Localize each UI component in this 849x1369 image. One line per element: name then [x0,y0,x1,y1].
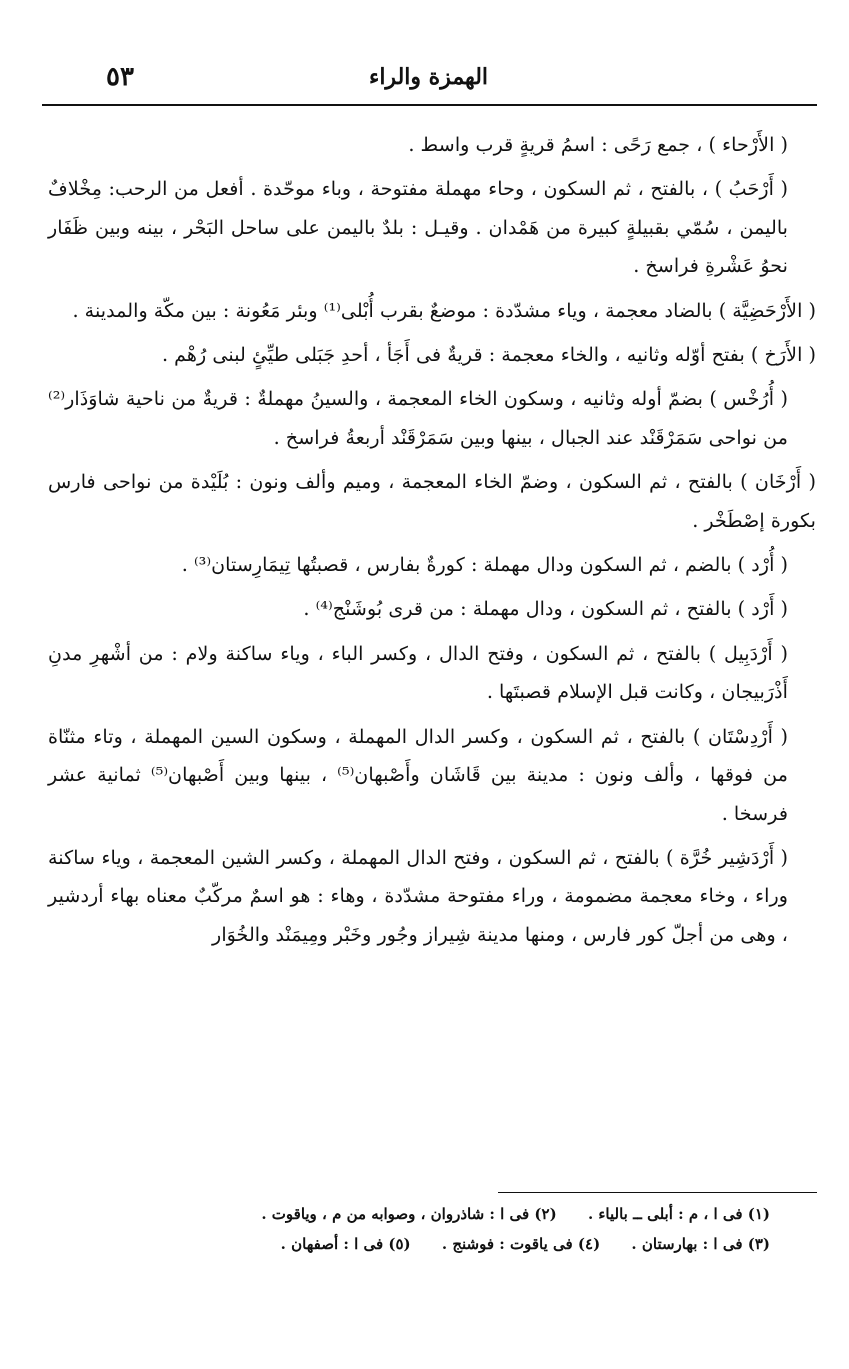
footnote-line [120,1229,770,1259]
footnote-2: (٢) فى ا : شاذروان ، وصوابه من م ، وياقوت . [261,1205,557,1223]
footnote-line [120,1199,770,1229]
entry-urd: ( أُرْد ) بالضم ، ثم السكون ودال مهملة : كورةٌ بفارس ، قصبتُها تِيمَارِستان⁽³⁾ . [181,553,788,577]
entry-arukhs: ( أُرُخْس ) بضمّ أوله وثانيه ، وسكون الخاء المعجمة ، والسينُ مهملةٌ : قريةٌ من ناحية شاوَذَار⁽²⁾ من نواحى سَمَرْقَنْد عند الجبال ، بينها وبين سَمَرْقَنْد أربعةُ فراسخ . [48,387,788,449]
running-title: الهمزة والراء [368,64,489,90]
footnote-divider [498,1192,817,1193]
entry-ardabil: ( أَرْدَبِيل ) بالفتح ، ثم السكون ، وفتح الدال ، وكسر الباء ، وياء ساكنة ولام : من أشْهرِ مدنِ أَذْرَبيجان ، وكانت قبل الإسلام قصبتَها . [48,641,788,704]
entry-arkhan: ( أَرْخَان ) بالفتح ، ثم السكون ، وضمّ الخاء المعجمة ، وميم وألف ونون : بُلَيْدة من نواحى فارس بكورة إصْطَخْر . [48,470,816,532]
entry-ardistan: ( أَرْدِسْتَان ) بالفتح ، ثم السكون ، وكسر الدال المهملة ، وسكون السين المهملة ، وتاء مثنّاة من فوقها ، وألف ونون : مدينة بين قَاشَان وأَصْبهان⁽⁵⁾ ، بينها وبين أَصْبهان⁽⁵⁾ ثمانية عشر فرسخا . [48,724,788,825]
footnotes [120,1199,770,1259]
entry-arhadiyya: ( الأَرْحَضِيَّة ) بالضاد معجمة ، وياء مشدّدة : موضعٌ بقرب أُبْلى⁽¹⁾ وبئر مَعُونة : بين مكّة والمدينة . [72,298,816,322]
page-number: ٥٣ [106,62,134,92]
entry-ard: ( أَرْد ) بالفتح ، ثم السكون ، ودال مهملة : من قرى بُوشَنْج⁽⁴⁾ . [303,597,788,621]
footnote-4: (٤) فى ياقوت : فوشنج . [441,1235,601,1253]
entry-ardashir-khurra: ( أَرْدَشِير خُرَّة ) بالفتح ، ثم السكون ، وفتح الدال المهملة ، وكسر الشين المعجمة ، وياء ساكنة وراء ، وخاء معجمة مضمومة ، وراء مفتوحة مشدّدة ، وهاء : هو اسمٌ مركّبٌ معناه بهاء أردشير ، وهى من أجلّ كور فارس ، ومنها مدينة شِيراز وجُور وخَبْر ومِيمَنْد والخُوَار [48,845,788,946]
entry-arhaa: ( الأَرْحاء ) ، جمع رَحًى : اسمُ قريةٍ قرب واسط . [408,133,788,156]
main-text [48,126,816,960]
footnote-5: (٥) فى ا : أصفهان . [280,1235,411,1253]
footnote-1: (١) فى ا ، م : أبلى ــ بالياء . [587,1205,770,1223]
page-header [42,60,815,102]
entry-arakh: ( الأَرَخ ) بفتح أوّله وثانيه ، والخاء معجمة : قريةٌ فى أَجَأ ، أحدِ جَبَلى طيِّئٍ لبنى رُهْم . [161,343,816,367]
entry-arhab: ( أَرْحَبُ ) ، بالفتح ، ثم السكون ، وحاء مهملة مفتوحة ، وباء موحّدة . أفعل من الرحب: مِخْلافٌ باليمن ، سُمّي بقبيلةٍ كبيرة من هَمْدان . وقيـل : بلدٌ باليمن على ساحل البَحْر ، بينه وبين ظَفَار نحوُ عَشْرةِ فراسخ . [48,177,788,278]
footnote-3: (٣) فى ا : بهارستان . [631,1235,770,1253]
header-divider [42,104,817,106]
